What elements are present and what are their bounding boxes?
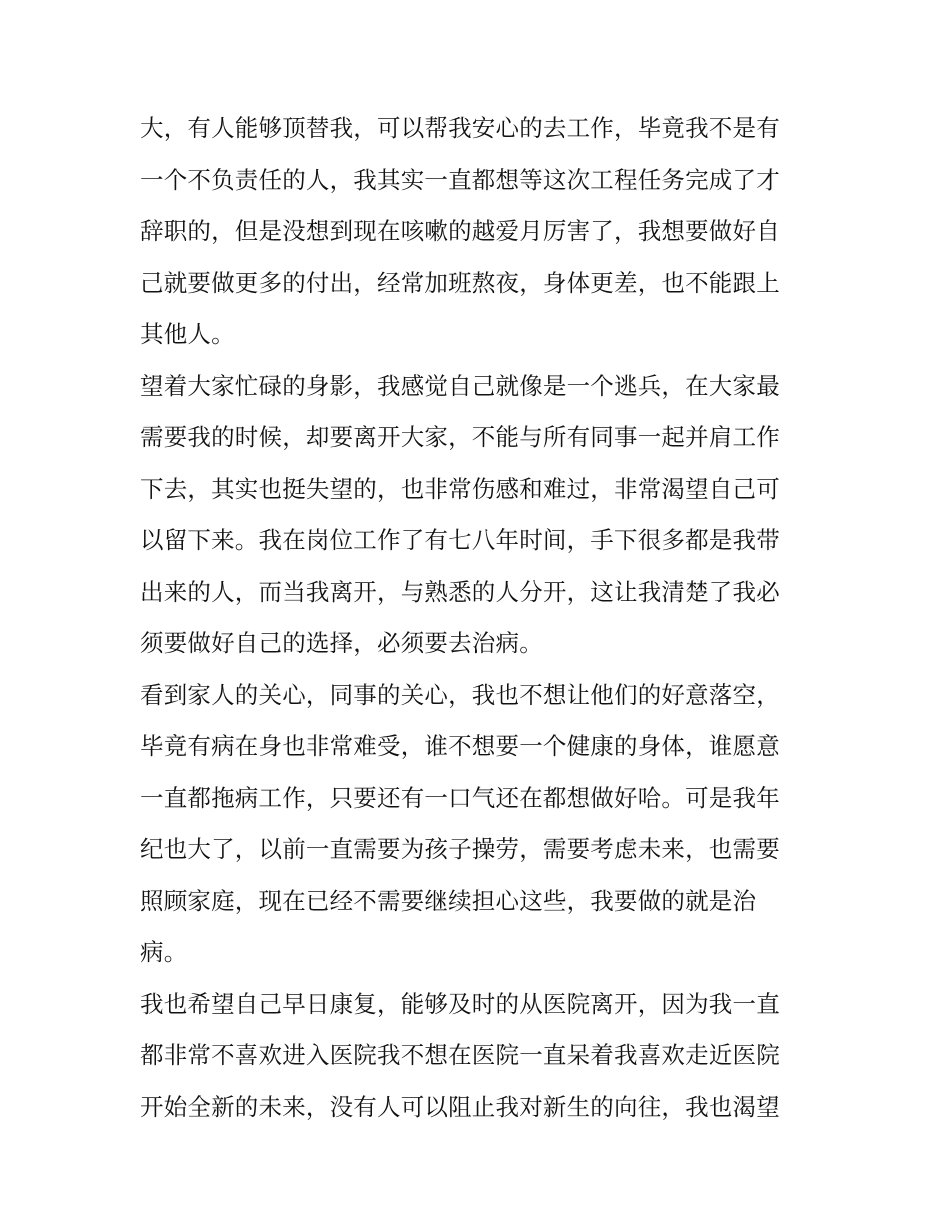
text-line: 望着大家忙碌的身影，我感觉自己就像是一个逃兵，在大家最 xyxy=(140,371,780,400)
text-line: 须要做好自己的选择，必须要去治病。 xyxy=(140,629,543,657)
text-line: 其他人。 xyxy=(140,320,235,348)
document-body xyxy=(140,103,815,1133)
text-line: 一个不负责任的人，我其实一直都想等这次工程任务完成了才 xyxy=(140,165,780,194)
text-line: 大，有人能够顶替我，可以帮我安心的去工作，毕竟我不是有 xyxy=(140,114,780,142)
paragraph-1 xyxy=(140,103,815,361)
paragraph-3 xyxy=(140,670,815,979)
text-line: 开始全新的未来，没有人可以阻止我对新生的向往，我也渴望 xyxy=(140,1092,780,1121)
text-line: 我也希望自己早日康复，能够及时的从医院离开，因为我一直 xyxy=(140,989,780,1018)
text-line: 纪也大了，以前一直需要为孩子操劳，需要考虑未来，也需要 xyxy=(140,835,780,863)
text-line: 一直都拖病工作，只要还有一口气还在都想做好哈。可是我年 xyxy=(140,783,780,812)
paragraph-2 xyxy=(140,361,815,670)
text-line: 需要我的时候，却要离开大家，不能与所有同事一起并肩工作 xyxy=(140,423,780,451)
paragraph-4 xyxy=(140,979,815,1134)
text-line: 出来的人，而当我离开，与熟悉的人分开，这让我清楚了我必 xyxy=(140,577,780,606)
text-line: 辞职的，但是没想到现在咳嗽的越爱月厉害了，我想要做好自 xyxy=(140,217,780,245)
text-line: 看到家人的关心，同事的关心，我也不想让他们的好意落空， xyxy=(140,680,780,709)
text-line: 都非常不喜欢进入医院我不想在医院一直呆着我喜欢走近医院 xyxy=(140,1041,780,1069)
text-line: 己就要做更多的付出，经常加班熬夜，身体更差，也不能跟上 xyxy=(140,268,780,297)
text-line: 下去，其实也挺失望的，也非常伤感和难过，非常渴望自己可 xyxy=(140,474,780,503)
text-line: 病。 xyxy=(140,938,188,966)
text-line: 照顾家庭，现在已经不需要继续担心这些，我要做的就是治 xyxy=(140,886,757,915)
text-line: 毕竟有病在身也非常难受，谁不想要一个健康的身体，谁愿意 xyxy=(140,732,780,760)
text-line: 以留下来。我在岗位工作了有七八年时间，手下很多都是我带 xyxy=(140,526,780,554)
